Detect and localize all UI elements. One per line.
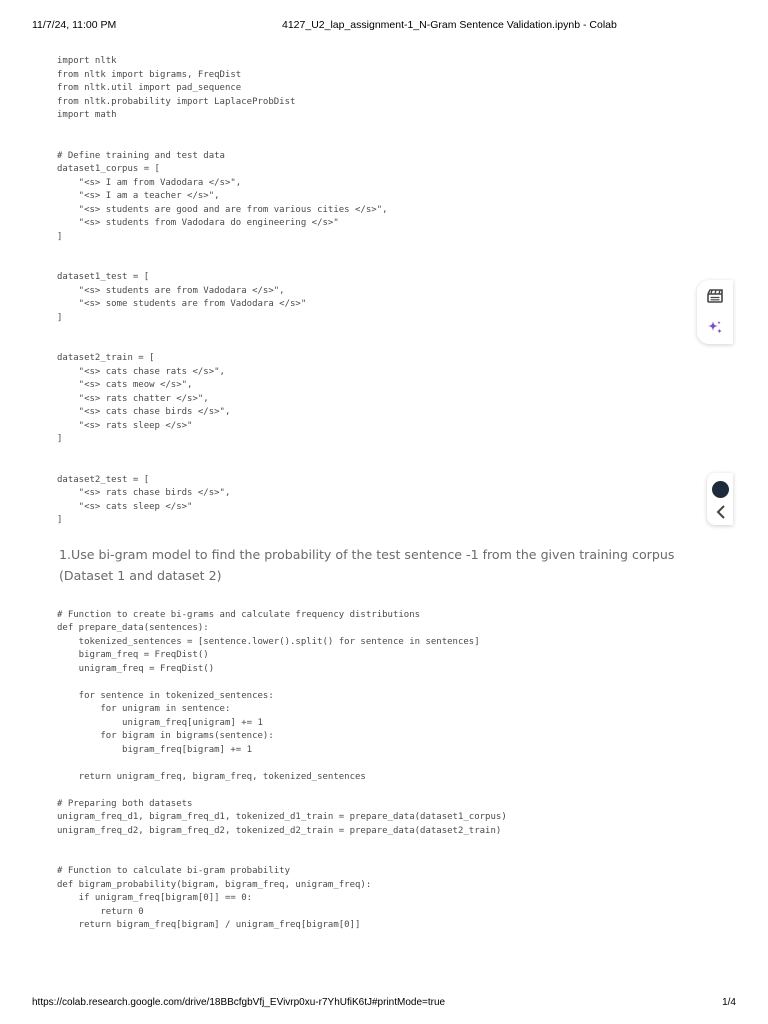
code-line: unigram_freq[unigram] += 1 — [57, 717, 263, 728]
code-line: return unigram_freq, bigram_freq, tokenized_sentences — [57, 771, 366, 782]
code-cell-bigram-functions[interactable] — [57, 609, 507, 933]
code-line: # Preparing both datasets — [57, 798, 193, 809]
code-line: unigram_freq = FreqDist() — [57, 663, 215, 674]
code-line — [57, 123, 388, 137]
code-line: tokenized_sentences = [sentence.lower().split() for sentence in sentences] — [57, 636, 480, 647]
code-line: import math — [57, 110, 117, 120]
code-line: "<s> cats sleep </s>" — [57, 501, 193, 512]
code-line — [57, 757, 507, 771]
code-line — [57, 136, 388, 150]
code-line: dataset1_test = [ — [57, 272, 150, 282]
code-line: for bigram in bigrams(sentence): — [57, 731, 274, 741]
code-line: "<s> students from Vadodara do engineering </s>" — [57, 218, 339, 228]
code-line — [57, 258, 388, 272]
code-line — [57, 838, 507, 852]
code-line: for unigram in sentence: — [57, 704, 231, 714]
code-line: unigram_freq_d2, bigram_freq_d2, tokenized_d2_train = prepare_data(dataset2_train) — [57, 825, 502, 836]
code-line: # Function to calculate bi-gram probability — [57, 866, 290, 876]
code-line — [57, 460, 388, 474]
code-line — [57, 325, 388, 339]
code-line: "<s> some students are from Vadodara </s>" — [57, 299, 307, 309]
code-cell-imports-and-data[interactable] — [57, 55, 388, 528]
print-url: https://colab.research.google.com/drive/18BBcfgbVfj_EVivrp0xu-r7YhUfiK6tJ#printMode=true — [32, 997, 446, 1008]
code-line — [57, 244, 388, 258]
side-panel-toggle — [707, 473, 733, 525]
code-line — [57, 676, 507, 690]
code-line: for sentence in tokenized_sentences: — [57, 690, 274, 701]
code-line: unigram_freq_d1, bigram_freq_d1, tokenized_d1_train = prepare_data(dataset1_corpus) — [57, 812, 507, 822]
code-line: return 0 — [57, 906, 144, 917]
code-line: "<s> I am a teacher </s>", — [57, 191, 220, 201]
code-line: bigram_freq = FreqDist() — [57, 650, 209, 660]
code-line: "<s> rats sleep </s>" — [57, 420, 193, 431]
print-footer — [32, 996, 736, 1010]
code-line: "<s> students are good and are from various cities </s>", — [57, 204, 388, 215]
toolbar-slides-button[interactable] — [701, 282, 729, 310]
sparkle-icon — [706, 319, 724, 337]
code-line: "<s> rats chase birds </s>", — [57, 488, 231, 498]
code-line: "<s> students are from Vadodara </s>", — [57, 285, 285, 296]
print-date: 11/7/24, 11:00 PM — [32, 19, 117, 31]
collapse-button[interactable] — [712, 503, 729, 520]
code-line: def bigram_probability(bigram, bigram_freq, unigram_freq): — [57, 879, 372, 890]
print-document-title: 4127_U2_lap_assignment-1_N-Gram Sentence Validation.ipynb - Colab — [282, 19, 617, 31]
code-line: ] — [57, 515, 63, 525]
code-line — [57, 784, 507, 798]
code-line: "<s> I am from Vadodara </s>", — [57, 177, 242, 188]
code-line: import nltk — [57, 56, 117, 66]
floating-cell-toolbar — [697, 280, 733, 344]
markdown-cell-task-1: 1.Use bi-gram model to find the probability of the test sentence -1 from the given training corpus (Dataset 1 and dataset 2) — [59, 547, 675, 583]
code-line: ] — [57, 312, 63, 323]
code-line: "<s> cats chase birds </s>", — [57, 407, 231, 417]
code-line: return bigram_freq[bigram] / unigram_freq[bigram[0]] — [57, 920, 361, 930]
code-line: bigram_freq[bigram] += 1 — [57, 744, 253, 755]
code-line: "<s> cats meow </s>", — [57, 380, 193, 390]
code-line: def prepare_data(sentences): — [57, 623, 209, 633]
code-line: dataset1_corpus = [ — [57, 164, 160, 174]
status-dot-button[interactable] — [712, 481, 729, 498]
chevron-left-icon — [716, 505, 726, 519]
code-line: "<s> cats chase rats </s>", — [57, 366, 225, 377]
page-number: 1/4 — [722, 997, 736, 1008]
code-line: # Function to create bi-grams and calculate frequency distributions — [57, 609, 421, 620]
toolbar-gemini-button[interactable] — [701, 314, 729, 342]
code-line: dataset2_train = [ — [57, 353, 155, 363]
code-line — [57, 852, 507, 866]
code-line: ] — [57, 231, 63, 242]
code-line: # Define training and test data — [57, 150, 225, 161]
code-line: from nltk import bigrams, FreqDist — [57, 69, 242, 80]
code-line: dataset2_test = [ — [57, 474, 150, 485]
code-line: if unigram_freq[bigram[0]] == 0: — [57, 893, 253, 903]
code-line: from nltk.probability import LaplaceProbDist — [57, 96, 296, 107]
code-line — [57, 339, 388, 353]
code-line: ] — [57, 434, 63, 444]
code-line: from nltk.util import pad_sequence — [57, 83, 242, 93]
print-header — [32, 18, 736, 32]
code-line: "<s> rats chatter </s>", — [57, 393, 209, 404]
code-line — [57, 447, 388, 461]
clapperboard-icon — [707, 289, 723, 303]
